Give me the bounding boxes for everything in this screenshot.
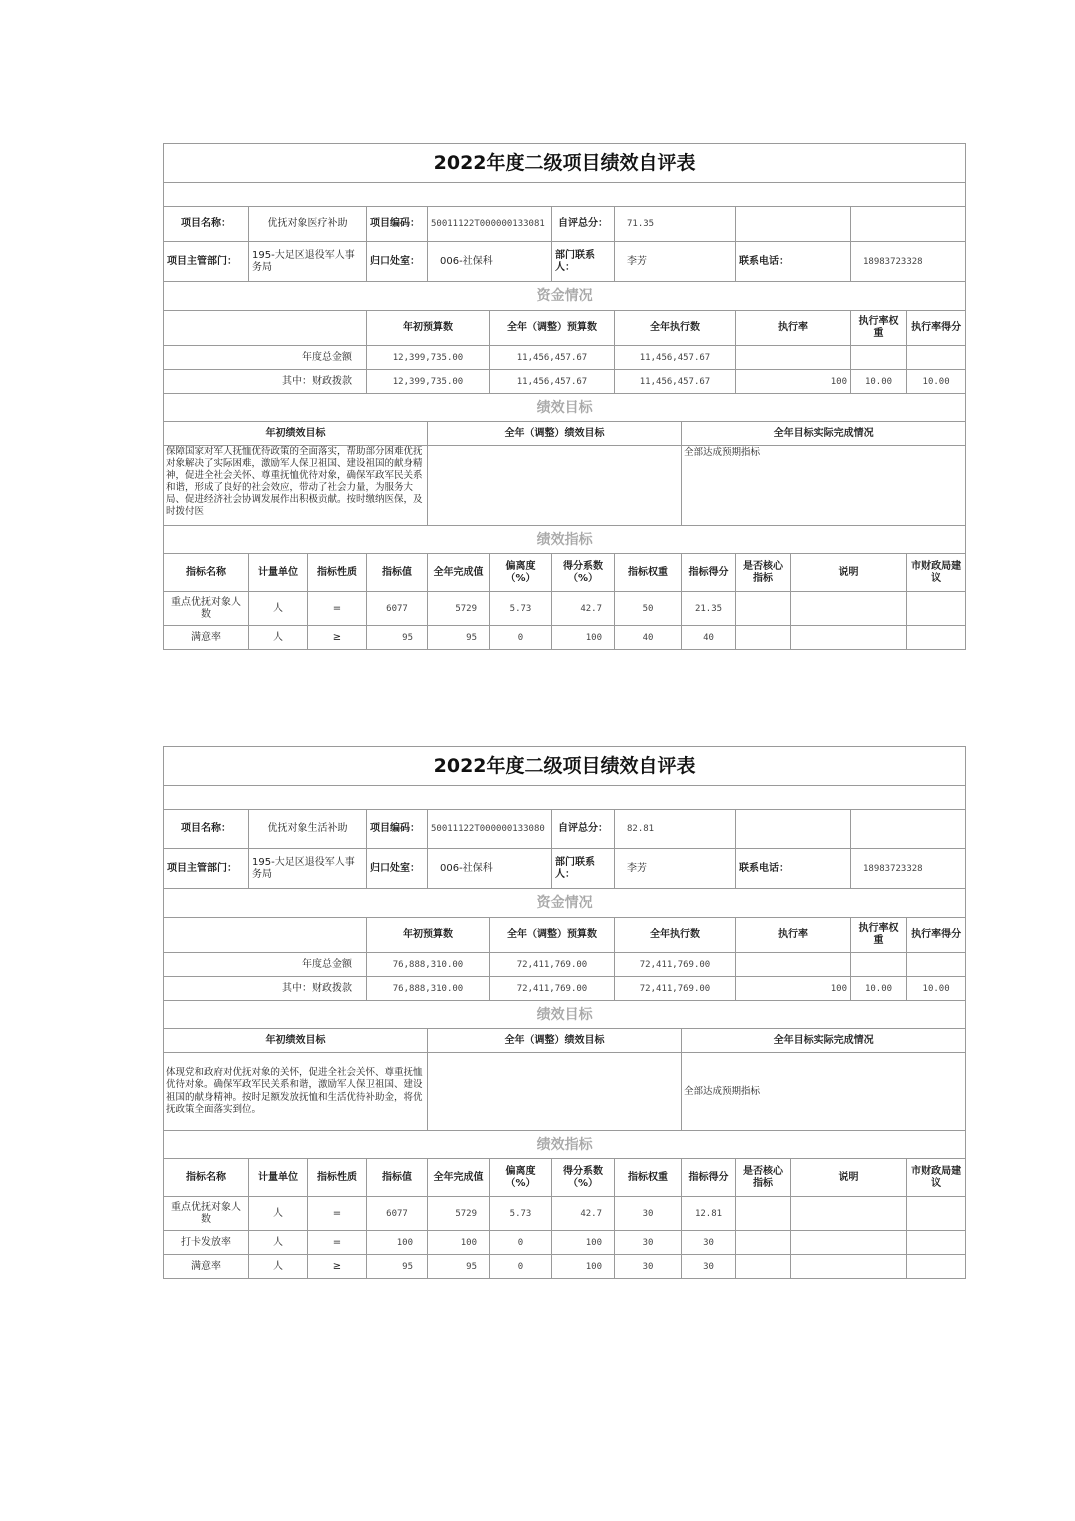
adjusted-goal-header: 全年（调整）绩效目标	[428, 422, 682, 446]
indicator-deviation: 5.73	[490, 592, 552, 626]
initial-goal-header: 年初绩效目标	[164, 422, 428, 446]
form-title: 2022年度二级项目绩效自评表	[164, 747, 966, 786]
score-header: 指标得分	[682, 554, 736, 592]
indicator-unit: 人	[249, 1231, 308, 1255]
indicator-completed: 95	[428, 626, 490, 650]
blank-cell	[164, 918, 367, 953]
indicator-core	[736, 626, 791, 650]
indicator-name-header: 指标名称	[164, 554, 249, 592]
indicator-name: 满意率	[164, 1255, 249, 1279]
indicator-name: 重点优抚对象人数	[164, 592, 249, 626]
phone-label: 联系电话：	[736, 242, 851, 282]
project-code-label: 项目编码：	[367, 207, 428, 242]
core-header: 是否核心指标	[736, 1159, 791, 1197]
weight-header: 指标权重	[615, 1159, 682, 1197]
actual-completion-text: 全部达成预期指标	[682, 446, 966, 526]
table-row	[164, 592, 966, 626]
goals-section-header: 绩效目标	[164, 1001, 966, 1029]
finance-adjusted: 11,456,457.67	[490, 370, 615, 394]
indicator-advice	[907, 1255, 966, 1279]
funds-section-header: 资金情况	[164, 282, 966, 311]
blank-cell	[851, 810, 966, 849]
indicator-value-header: 指标值	[367, 554, 428, 592]
project-name-label: 项目名称：	[164, 207, 249, 242]
indicator-unit: 人	[249, 592, 308, 626]
finance-rate: 100	[736, 977, 851, 1001]
total-score	[907, 346, 966, 370]
rate-header: 执行率	[736, 311, 851, 346]
finance-executed: 72,411,769.00	[615, 977, 736, 1001]
contact-value: 李芳	[615, 849, 736, 889]
initial-goal-text: 体现党和政府对优抚对象的关怀，促进全社会关怀、尊重抚恤优待对象。确保军政军民关系和谐，激励军人保卫祖国、建设祖国的献身精神。按时足额发放抚恤和生活优待补助金，将优抚政策全面落实到位。	[164, 1053, 428, 1131]
adjusted-budget-header: 全年（调整）预算数	[490, 311, 615, 346]
indicator-deviation: 0	[490, 626, 552, 650]
unit-header: 计量单位	[249, 554, 308, 592]
rate-score-header: 执行率得分	[907, 918, 966, 953]
indicator-unit: 人	[249, 1197, 308, 1231]
initial-goal-header: 年初绩效目标	[164, 1029, 428, 1053]
finance-rate: 100	[736, 370, 851, 394]
contact-label: 部门联系人：	[552, 242, 615, 282]
indicator-coef: 100	[552, 1255, 615, 1279]
total-weight	[851, 953, 907, 977]
project-name-value: 优抚对象生活补助	[249, 810, 367, 849]
weight-header: 指标权重	[615, 554, 682, 592]
total-row-label: 年度总金额	[164, 953, 367, 977]
office-value: 006-社保科	[428, 849, 552, 889]
blank-cell	[736, 810, 851, 849]
initial-goal-text	[164, 446, 428, 526]
total-initial: 12,399,735.00	[367, 346, 490, 370]
indicator-core	[736, 1197, 791, 1231]
total-executed: 72,411,769.00	[615, 953, 736, 977]
total-adjusted: 11,456,457.67	[490, 346, 615, 370]
evaluation-form-1	[163, 143, 962, 650]
indicator-value: 6077	[367, 1197, 428, 1231]
actual-completion-header: 全年目标实际完成情况	[682, 1029, 966, 1053]
nature-header: 指标性质	[308, 1159, 367, 1197]
project-code-label: 项目编码：	[367, 810, 428, 849]
indicator-weight: 30	[615, 1255, 682, 1279]
rate-weight-header: 执行率权重	[851, 311, 907, 346]
indicator-note	[791, 592, 907, 626]
phone-value: 18983723328	[851, 242, 966, 282]
indicator-value: 95	[367, 626, 428, 650]
actual-completion-header: 全年目标实际完成情况	[682, 422, 966, 446]
total-rate	[736, 346, 851, 370]
total-adjusted: 72,411,769.00	[490, 953, 615, 977]
blank-cell	[736, 207, 851, 242]
indicator-note	[791, 1231, 907, 1255]
indicator-value-header: 指标值	[367, 1159, 428, 1197]
indicator-weight: 30	[615, 1231, 682, 1255]
total-row-label: 年度总金额	[164, 346, 367, 370]
indicators-section-header: 绩效指标	[164, 526, 966, 554]
indicator-core	[736, 1255, 791, 1279]
office-label: 归口处室：	[367, 849, 428, 889]
indicator-completed: 100	[428, 1231, 490, 1255]
total-weight	[851, 346, 907, 370]
finance-initial: 12,399,735.00	[367, 370, 490, 394]
office-value: 006-社保科	[428, 242, 552, 282]
execution-header: 全年执行数	[615, 311, 736, 346]
deviation-header: 偏离度（%）	[490, 1159, 552, 1197]
indicator-weight: 50	[615, 592, 682, 626]
indicator-value: 100	[367, 1231, 428, 1255]
project-name-value: 优抚对象医疗补助	[249, 207, 367, 242]
indicator-nature: ≥	[308, 1255, 367, 1279]
indicator-unit: 人	[249, 1255, 308, 1279]
finance-weight: 10.00	[851, 977, 907, 1001]
contact-value: 李芳	[615, 242, 736, 282]
blank-row	[164, 183, 966, 207]
finance-executed: 11,456,457.67	[615, 370, 736, 394]
note-header: 说明	[791, 1159, 907, 1197]
note-header: 说明	[791, 554, 907, 592]
indicator-coef: 42.7	[552, 1197, 615, 1231]
indicator-value: 95	[367, 1255, 428, 1279]
indicator-value: 6077	[367, 592, 428, 626]
indicator-nature: ≥	[308, 626, 367, 650]
indicator-score: 30	[682, 1255, 736, 1279]
indicator-note	[791, 626, 907, 650]
indicator-deviation: 5.73	[490, 1197, 552, 1231]
indicator-advice	[907, 626, 966, 650]
finance-weight: 10.00	[851, 370, 907, 394]
table-row	[164, 626, 966, 650]
total-score	[907, 953, 966, 977]
evaluation-table	[163, 746, 966, 1279]
indicator-score: 30	[682, 1231, 736, 1255]
rate-score-header: 执行率得分	[907, 311, 966, 346]
indicator-coef: 100	[552, 626, 615, 650]
evaluation-table	[163, 143, 966, 650]
indicator-nature: =	[308, 1197, 367, 1231]
total-initial: 76,888,310.00	[367, 953, 490, 977]
self-score-value: 82.81	[615, 810, 736, 849]
advice-header: 市财政局建议	[907, 554, 966, 592]
rate-weight-header: 执行率权重	[851, 918, 907, 953]
indicator-name: 满意率	[164, 626, 249, 650]
table-row	[164, 1255, 966, 1279]
office-label: 归口处室：	[367, 242, 428, 282]
blank-row	[164, 786, 966, 810]
indicator-nature: =	[308, 592, 367, 626]
initial-budget-header: 年初预算数	[367, 918, 490, 953]
finance-adjusted: 72,411,769.00	[490, 977, 615, 1001]
indicator-note	[791, 1255, 907, 1279]
indicator-unit: 人	[249, 626, 308, 650]
indicator-name: 重点优抚对象人数	[164, 1197, 249, 1231]
completed-header: 全年完成值	[428, 1159, 490, 1197]
indicator-nature: =	[308, 1231, 367, 1255]
adjusted-budget-header: 全年（调整）预算数	[490, 918, 615, 953]
indicator-deviation: 0	[490, 1231, 552, 1255]
blank-cell	[851, 207, 966, 242]
indicator-name-header: 指标名称	[164, 1159, 249, 1197]
project-name-label: 项目名称：	[164, 810, 249, 849]
unit-header: 计量单位	[249, 1159, 308, 1197]
dept-value: 195-大足区退役军人事务局	[249, 849, 367, 889]
indicator-advice	[907, 1197, 966, 1231]
goals-section-header: 绩效目标	[164, 394, 966, 422]
phone-value: 18983723328	[851, 849, 966, 889]
indicator-score: 21.35	[682, 592, 736, 626]
finance-row-label: 其中：财政拨款	[164, 977, 367, 1001]
indicator-core	[736, 592, 791, 626]
indicator-core	[736, 1231, 791, 1255]
dept-value: 195-大足区退役军人事务局	[249, 242, 367, 282]
self-score-value: 71.35	[615, 207, 736, 242]
completed-header: 全年完成值	[428, 554, 490, 592]
nature-header: 指标性质	[308, 554, 367, 592]
project-code-value: 50011122T000000133080	[428, 810, 552, 849]
deviation-header: 偏离度（%）	[490, 554, 552, 592]
actual-completion-text: 全部达成预期指标	[682, 1053, 966, 1131]
indicator-note	[791, 1197, 907, 1231]
dept-label: 项目主管部门：	[164, 849, 249, 889]
total-executed: 11,456,457.67	[615, 346, 736, 370]
blank-cell	[164, 311, 367, 346]
adjusted-goal-text	[428, 1053, 682, 1131]
rate-header: 执行率	[736, 918, 851, 953]
funds-section-header: 资金情况	[164, 889, 966, 918]
indicator-score: 12.81	[682, 1197, 736, 1231]
indicators-section-header: 绩效指标	[164, 1131, 966, 1159]
table-row	[164, 1231, 966, 1255]
initial-goal-text-content: 保障国家对军人抚恤优待政策的全面落实，帮助部分困难优抚对象解决了实际困难，激励军人保卫祖国、建设祖国的献身精神，促进全社会关怀、尊重抚恤优待对象，确保军政军民关系和谐，形成了良好的社会效应，带动了社会力量，为服务大局、促进经济社会协调发展作出积极贡献。按时缴纳医保，及时拨付医	[166, 446, 423, 517]
indicator-completed: 95	[428, 1255, 490, 1279]
adjusted-goal-header: 全年（调整）绩效目标	[428, 1029, 682, 1053]
finance-row-label: 其中：财政拨款	[164, 370, 367, 394]
indicator-weight: 30	[615, 1197, 682, 1231]
self-score-label: 自评总分：	[552, 207, 615, 242]
indicator-score: 40	[682, 626, 736, 650]
indicator-coef: 42.7	[552, 592, 615, 626]
finance-score: 10.00	[907, 370, 966, 394]
core-header: 是否核心指标	[736, 554, 791, 592]
adjusted-goal-text	[428, 446, 682, 526]
indicator-advice	[907, 1231, 966, 1255]
indicator-name: 打卡发放率	[164, 1231, 249, 1255]
contact-label: 部门联系人：	[552, 849, 615, 889]
advice-header: 市财政局建议	[907, 1159, 966, 1197]
total-rate	[736, 953, 851, 977]
table-row	[164, 1197, 966, 1231]
evaluation-form-2	[163, 746, 962, 1279]
project-code-value: 50011122T000000133081	[428, 207, 552, 242]
indicator-advice	[907, 592, 966, 626]
dept-label: 项目主管部门：	[164, 242, 249, 282]
execution-header: 全年执行数	[615, 918, 736, 953]
indicator-deviation: 0	[490, 1255, 552, 1279]
score-coef-header: 得分系数（%）	[552, 554, 615, 592]
indicator-weight: 40	[615, 626, 682, 650]
initial-budget-header: 年初预算数	[367, 311, 490, 346]
indicator-coef: 100	[552, 1231, 615, 1255]
phone-label: 联系电话：	[736, 849, 851, 889]
score-header: 指标得分	[682, 1159, 736, 1197]
form-title: 2022年度二级项目绩效自评表	[164, 144, 966, 183]
finance-initial: 76,888,310.00	[367, 977, 490, 1001]
indicator-completed: 5729	[428, 1197, 490, 1231]
score-coef-header: 得分系数（%）	[552, 1159, 615, 1197]
self-score-label: 自评总分：	[552, 810, 615, 849]
finance-score: 10.00	[907, 977, 966, 1001]
indicator-completed: 5729	[428, 592, 490, 626]
